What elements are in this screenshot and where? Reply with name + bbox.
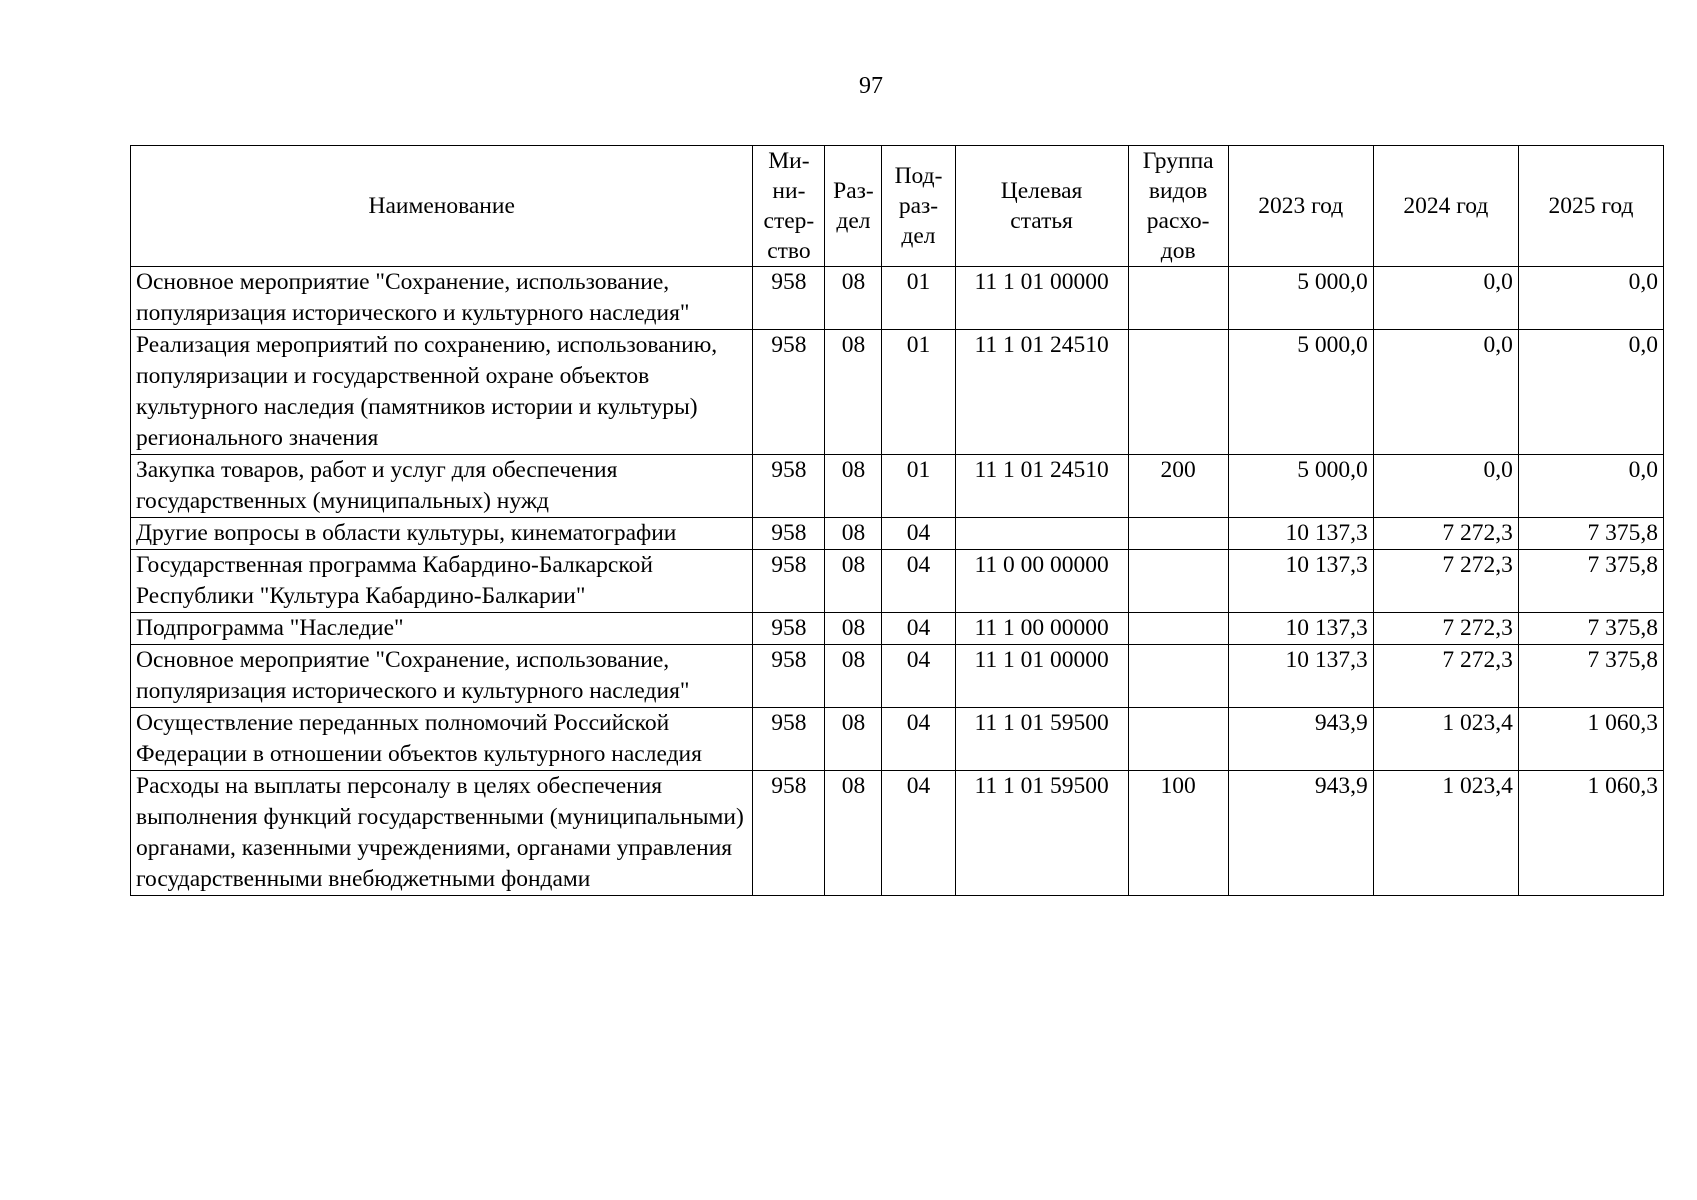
- table-row: [131, 708, 1664, 771]
- cell-2025: 1 060,3: [1518, 771, 1663, 896]
- header-2025: 2025 год: [1518, 146, 1663, 267]
- cell-section: 08: [825, 613, 882, 645]
- cell-section: 08: [825, 645, 882, 708]
- table-row: [131, 645, 1664, 708]
- header-ministry-text: Ми- ни- стер- ство: [763, 148, 815, 264]
- cell-section: 08: [825, 455, 882, 518]
- cell-ministry: 958: [753, 267, 825, 330]
- cell-subsection: 04: [882, 518, 955, 550]
- cell-name: Основное мероприятие "Сохранение, использование, популяризация исторического и культурного наследия": [131, 267, 753, 330]
- budget-table: [130, 145, 1664, 896]
- cell-name: Другие вопросы в области культуры, кинематографии: [131, 518, 753, 550]
- cell-group: [1128, 550, 1228, 613]
- table-row: [131, 518, 1664, 550]
- cell-section: 08: [825, 708, 882, 771]
- cell-subsection: 01: [882, 330, 955, 455]
- cell-2024: 7 272,3: [1373, 550, 1518, 613]
- cell-2024: 1 023,4: [1373, 771, 1518, 896]
- cell-ministry: 958: [753, 708, 825, 771]
- header-target-text: Целевая статья: [1000, 178, 1083, 234]
- cell-2023: 5 000,0: [1228, 330, 1373, 455]
- cell-2024: 0,0: [1373, 330, 1518, 455]
- cell-ministry: 958: [753, 613, 825, 645]
- cell-target: [955, 518, 1128, 550]
- table-row: [131, 455, 1664, 518]
- cell-2025: 7 375,8: [1518, 645, 1663, 708]
- cell-name: Реализация мероприятий по сохранению, использованию, популяризации и государственной охране объектов культурного наследия (памятников истории и культуры) регионального значения: [131, 330, 753, 455]
- header-row: [131, 146, 1664, 267]
- header-target: [955, 146, 1128, 267]
- header-group: [1128, 146, 1228, 267]
- header-2024: 2024 год: [1373, 146, 1518, 267]
- cell-2024: 7 272,3: [1373, 518, 1518, 550]
- cell-2025: 7 375,8: [1518, 550, 1663, 613]
- cell-2025: 0,0: [1518, 455, 1663, 518]
- cell-subsection: 01: [882, 267, 955, 330]
- cell-section: 08: [825, 330, 882, 455]
- cell-target: 11 0 00 00000: [955, 550, 1128, 613]
- cell-group: [1128, 613, 1228, 645]
- table-row: [131, 613, 1664, 645]
- cell-2025: 0,0: [1518, 267, 1663, 330]
- cell-group: [1128, 708, 1228, 771]
- cell-ministry: 958: [753, 330, 825, 455]
- cell-2023: 5 000,0: [1228, 455, 1373, 518]
- cell-section: 08: [825, 550, 882, 613]
- header-section-text: Раз- дел: [833, 178, 874, 234]
- header-ministry: [753, 146, 825, 267]
- cell-subsection: 04: [882, 771, 955, 896]
- cell-2023: 10 137,3: [1228, 550, 1373, 613]
- cell-group: 200: [1128, 455, 1228, 518]
- cell-name: Государственная программа Кабардино-Балкарской Республики "Культура Кабардино-Балкарии": [131, 550, 753, 613]
- cell-ministry: 958: [753, 550, 825, 613]
- table-row: [131, 550, 1664, 613]
- cell-target: 11 1 01 24510: [955, 455, 1128, 518]
- cell-2024: 0,0: [1373, 267, 1518, 330]
- cell-group: 100: [1128, 771, 1228, 896]
- header-name: Наименование: [131, 146, 753, 267]
- cell-name: Подпрограмма "Наследие": [131, 613, 753, 645]
- header-subsection: [882, 146, 955, 267]
- cell-2024: 7 272,3: [1373, 613, 1518, 645]
- cell-subsection: 04: [882, 550, 955, 613]
- table-row: [131, 330, 1664, 455]
- cell-name: Расходы на выплаты персоналу в целях обеспечения выполнения функций государственными (муниципальными) органами, казенными учреждениями, органами управления государственными внебюджетными фондами: [131, 771, 753, 896]
- cell-name: Осуществление переданных полномочий Российской Федерации в отношении объектов культурного наследия: [131, 708, 753, 771]
- cell-subsection: 04: [882, 645, 955, 708]
- table-row: [131, 267, 1664, 330]
- header-section: [825, 146, 882, 267]
- cell-ministry: 958: [753, 455, 825, 518]
- cell-section: 08: [825, 771, 882, 896]
- cell-2025: 0,0: [1518, 330, 1663, 455]
- table-body: [131, 267, 1664, 896]
- cell-2023: 10 137,3: [1228, 613, 1373, 645]
- cell-name: Закупка товаров, работ и услуг для обеспечения государственных (муниципальных) нужд: [131, 455, 753, 518]
- header-group-text: Группа видов расхо- дов: [1142, 148, 1214, 264]
- cell-2023: 10 137,3: [1228, 518, 1373, 550]
- cell-ministry: 958: [753, 518, 825, 550]
- header-subsection-text: Под- раз- дел: [894, 163, 943, 249]
- table-header: [131, 146, 1664, 267]
- cell-target: 11 1 01 00000: [955, 267, 1128, 330]
- cell-2025: 7 375,8: [1518, 518, 1663, 550]
- cell-group: [1128, 267, 1228, 330]
- cell-target: 11 1 01 24510: [955, 330, 1128, 455]
- cell-target: 11 1 01 59500: [955, 708, 1128, 771]
- cell-section: 08: [825, 518, 882, 550]
- cell-ministry: 958: [753, 645, 825, 708]
- cell-target: 11 1 01 00000: [955, 645, 1128, 708]
- page-number: 97: [859, 73, 883, 99]
- cell-2023: 943,9: [1228, 708, 1373, 771]
- cell-section: 08: [825, 267, 882, 330]
- cell-2025: 1 060,3: [1518, 708, 1663, 771]
- header-2023: 2023 год: [1228, 146, 1373, 267]
- cell-name: Основное мероприятие "Сохранение, использование, популяризация исторического и культурного наследия": [131, 645, 753, 708]
- table-row: [131, 771, 1664, 896]
- cell-ministry: 958: [753, 771, 825, 896]
- cell-2023: 5 000,0: [1228, 267, 1373, 330]
- cell-subsection: 01: [882, 455, 955, 518]
- cell-group: [1128, 645, 1228, 708]
- cell-subsection: 04: [882, 613, 955, 645]
- cell-2023: 943,9: [1228, 771, 1373, 896]
- cell-group: [1128, 330, 1228, 455]
- cell-2025: 7 375,8: [1518, 613, 1663, 645]
- cell-target: 11 1 01 59500: [955, 771, 1128, 896]
- cell-group: [1128, 518, 1228, 550]
- cell-subsection: 04: [882, 708, 955, 771]
- cell-2023: 10 137,3: [1228, 645, 1373, 708]
- cell-2024: 7 272,3: [1373, 645, 1518, 708]
- cell-2024: 1 023,4: [1373, 708, 1518, 771]
- cell-2024: 0,0: [1373, 455, 1518, 518]
- cell-target: 11 1 00 00000: [955, 613, 1128, 645]
